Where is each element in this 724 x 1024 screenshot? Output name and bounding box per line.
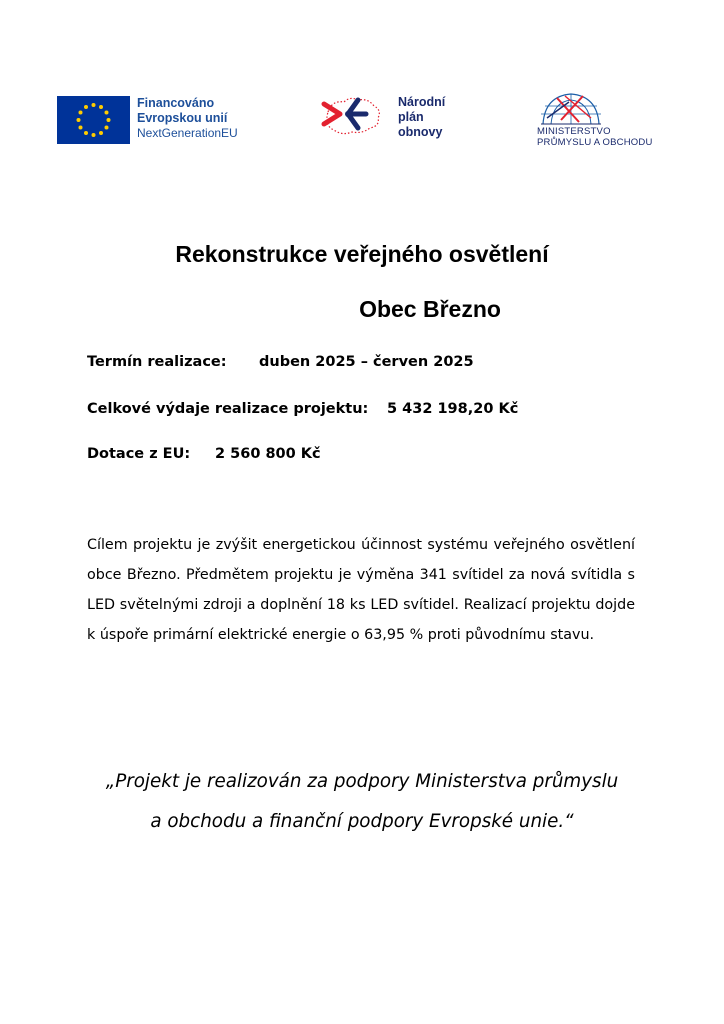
mpo-logo-text bbox=[537, 126, 653, 148]
npo-logo bbox=[318, 92, 468, 144]
eu-flag-icon bbox=[57, 96, 130, 144]
info-row-eu-grant bbox=[87, 446, 321, 462]
mpo-globe-icon bbox=[539, 92, 603, 126]
mpo-logo bbox=[535, 92, 675, 152]
eu-logo-text bbox=[137, 96, 257, 141]
eu-grant-value: 2 560 800 Kč bbox=[215, 446, 321, 462]
cost-value: 5 432 198,20 Kč bbox=[387, 401, 519, 417]
eu-logo-line1: Financováno bbox=[137, 96, 215, 110]
npo-logo-line3: obnovy bbox=[398, 125, 443, 139]
funding-quote bbox=[62, 762, 662, 842]
project-description: Cílem projektu je zvýšit energetickou účinnost systému veřejného osvětlení obce Březno. Předmětem projektu je výměna 341 svítidel za nová svítidla s LED světelnými zdroji a doplnění 18 ks LED svítidel. Realizací projektu dojde k úspoře primární elektrické energie o 63,95 % proti původnímu stavu. bbox=[87, 537, 635, 643]
npo-emblem-icon bbox=[318, 92, 384, 140]
mpo-logo-line2: PRŮMYSLU A OBCHODU bbox=[537, 137, 653, 148]
info-row-term bbox=[87, 354, 474, 370]
page-title: Rekonstrukce veřejného osvětlení bbox=[175, 241, 549, 267]
npo-logo-text bbox=[398, 95, 445, 140]
eu-logo-line3: NextGenerationEU bbox=[137, 126, 238, 140]
term-value: duben 2025 – červen 2025 bbox=[259, 354, 474, 370]
mpo-logo-line1: MINISTERSTVO bbox=[537, 126, 611, 137]
page-subtitle: Obec Březno bbox=[359, 296, 501, 322]
cost-label: Celkové výdaje realizace projektu: bbox=[87, 401, 369, 417]
funding-quote-line2: a obchodu a finanční podpory Evropské unie.“ bbox=[150, 811, 574, 832]
info-row-cost bbox=[87, 401, 519, 417]
eu-grant-label: Dotace z EU: bbox=[87, 446, 191, 462]
term-label: Termín realizace: bbox=[87, 354, 227, 370]
eu-logo-line2: Evropskou unií bbox=[137, 111, 228, 125]
funding-quote-line1: „Projekt je realizován za podpory Ministerstva průmyslu bbox=[105, 771, 619, 792]
npo-logo-line1: Národní bbox=[398, 95, 446, 109]
eu-logo bbox=[57, 96, 257, 146]
npo-logo-line2: plán bbox=[398, 110, 424, 124]
